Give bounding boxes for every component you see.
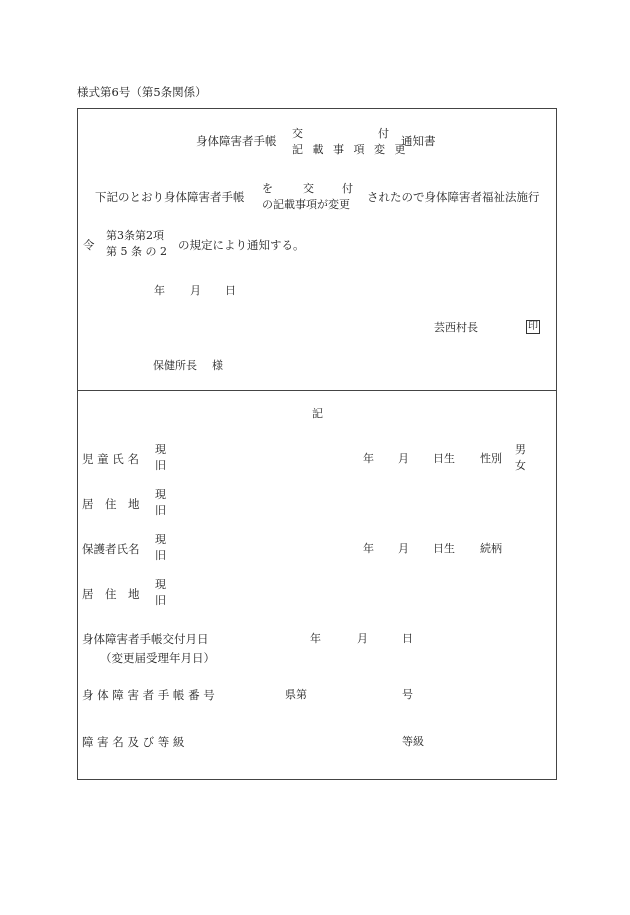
child-born: 日生 [433,452,455,465]
body-rei: 令 [83,238,95,252]
date-month: 月 [190,284,201,297]
body-article-b: 第 5 条 の 2 [106,245,167,258]
body-option-fu: 付 [342,182,353,195]
body-option-ko: 交 [303,182,314,195]
issue-date-sublabel: （変更届受理年月日） [100,651,215,665]
title-suffix: 通知書 [401,134,436,148]
body-lead: 下記のとおり身体障害者手帳 [95,190,245,204]
child-year: 年 [363,452,374,465]
addressee-name: 保健所長 [153,359,197,372]
certificate-number-suffix: 号 [402,688,413,701]
guardian-relation-label: 続柄 [480,542,502,555]
child-current: 現 [155,443,166,456]
certificate-number-label: 身 体 障 害 者 手 帳 番 号 [82,688,215,702]
body-option-wo: を [262,182,273,195]
certificate-number-prefix: 県第 [285,688,307,701]
form-label: 様式第6号（第5条関係） [77,85,207,99]
seal-stamp: 印 [528,321,538,332]
body-continuation: されたので身体障害者福祉法施行 [367,190,540,204]
disability-label: 障 害 名 及 び 等 級 [82,735,185,749]
child-address-current: 現 [155,488,166,501]
record-heading: 記 [312,407,323,420]
title-option-issue-a: 交 [292,127,303,140]
body-article-a: 第3条第2項 [106,229,164,242]
guardian-old: 旧 [155,549,166,562]
guardian-address-old: 旧 [155,594,166,607]
child-old: 旧 [155,459,166,472]
title-option-issue-b: 付 [378,127,389,140]
child-sex-label: 性別 [480,452,502,465]
guardian-month: 月 [398,542,409,555]
body-closing: の規定により通知する。 [178,238,305,252]
date-day: 日 [225,284,236,297]
guardian-address-label: 居 住 地 [82,587,140,601]
child-label: 児 童 氏 名 [82,452,139,466]
issue-date-month: 月 [357,632,368,645]
guardian-current: 現 [155,533,166,546]
child-address-old: 旧 [155,504,166,517]
section-divider [77,390,557,391]
guardian-address-current: 現 [155,578,166,591]
addressee-honorific: 様 [212,359,223,372]
guardian-label: 保護者氏名 [82,542,140,556]
date-year: 年 [154,284,165,297]
body-option-change: の記載事項が変更 [262,198,350,211]
child-month: 月 [398,452,409,465]
disability-grade: 等級 [402,735,424,748]
title-subject: 身体障害者手帳 [196,134,277,148]
child-address-label: 居 住 地 [82,497,140,511]
guardian-year: 年 [363,542,374,555]
title-option-change: 記 載 事 項 変 更 [292,143,409,156]
child-sex-male: 男 [515,443,526,456]
issuer-name: 芸西村長 [434,321,478,334]
issue-date-label: 身体障害者手帳交付月日 [82,632,209,646]
child-sex-female: 女 [515,459,526,472]
issue-date-day: 日 [402,632,413,645]
guardian-born: 日生 [433,542,455,555]
issue-date-year: 年 [310,632,321,645]
